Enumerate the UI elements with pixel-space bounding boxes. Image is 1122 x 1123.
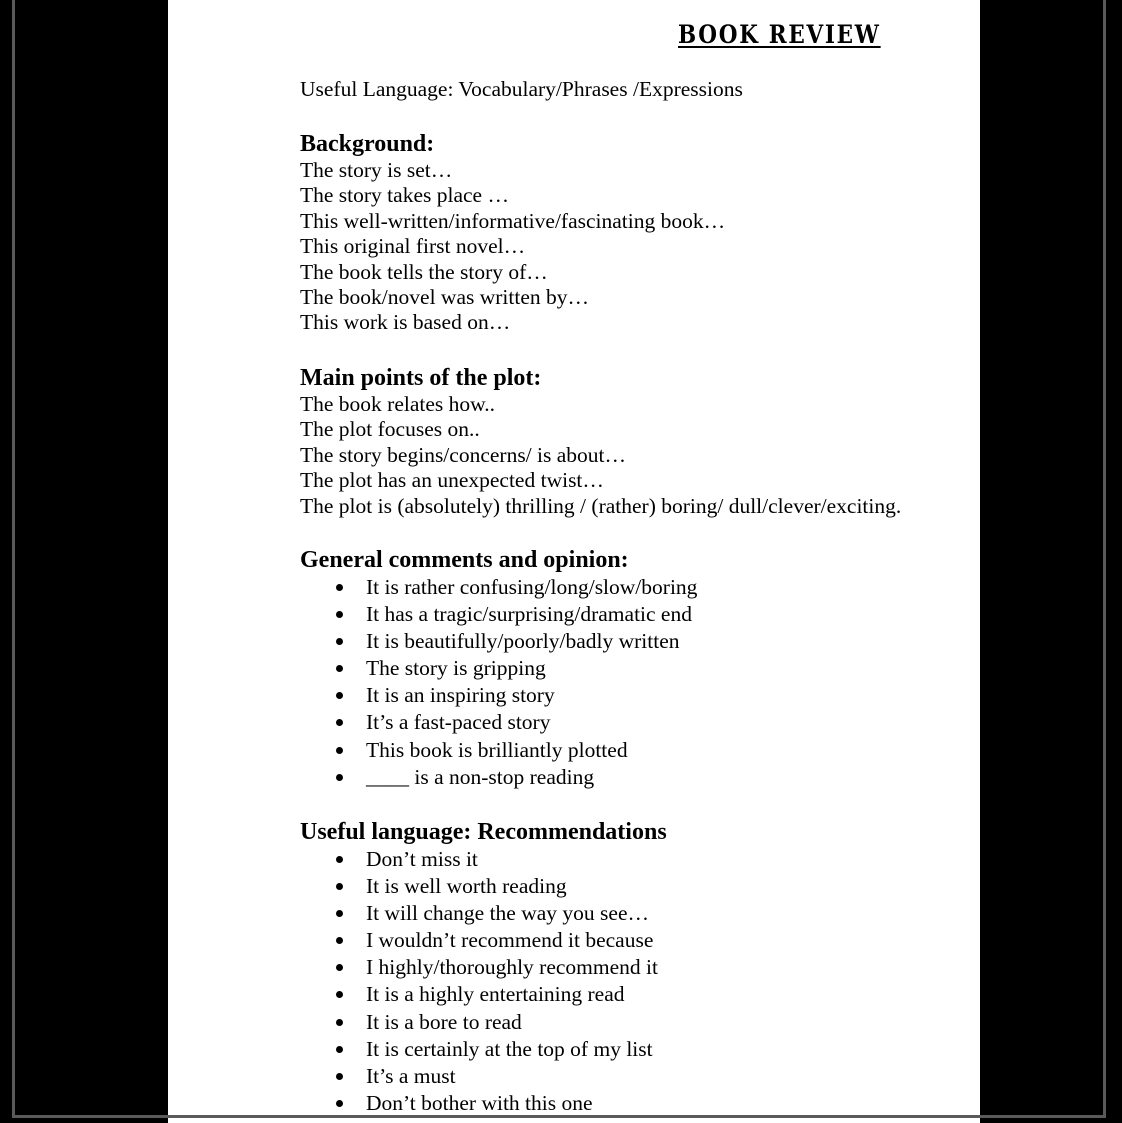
bullet-text: It’s a must	[366, 1063, 456, 1088]
bullet-text: Don’t miss it	[366, 847, 478, 871]
bullet-item	[300, 601, 970, 628]
section-recommendations	[300, 818, 970, 1117]
bullet-text: It is rather confusing/long/slow/boring	[366, 575, 698, 599]
bullet-dot	[336, 856, 343, 863]
phrase-item: The book relates how..	[300, 392, 496, 416]
bullet-item	[300, 1063, 970, 1090]
bullet-text: The story is gripping	[366, 656, 546, 681]
bullet-text: It will change the way you see…	[366, 901, 649, 926]
bullet-item	[300, 682, 970, 709]
bullet-text: It is certainly at the top of my list	[366, 1036, 653, 1061]
bullet-text: It is a highly entertaining read	[366, 982, 625, 1007]
bullet-dot	[336, 964, 343, 971]
bullet-item	[300, 628, 970, 655]
section-heading: General comments and opinion:	[300, 547, 629, 573]
phrase-item: The story begins/concerns/ is about…	[300, 442, 627, 467]
bullet-text: This book is brilliantly plotted	[366, 737, 628, 762]
bullet-text: Don’t bother with this one	[366, 1090, 593, 1115]
bullet-item	[300, 981, 970, 1008]
bullet-text: It is well worth reading	[366, 874, 567, 899]
bullet-text: ____ is a non-stop reading	[366, 764, 595, 789]
bullet-dot	[336, 719, 343, 726]
bullet-dot	[336, 692, 343, 699]
phrase-item: The story is set…	[300, 158, 453, 182]
phrase-item: The story takes place …	[300, 183, 509, 208]
bullet-item	[300, 954, 970, 981]
phrase-list	[300, 392, 970, 519]
bullet-dot	[336, 910, 343, 917]
bullet-dot	[336, 937, 343, 944]
bullet-item	[300, 574, 970, 601]
bullet-text: It is a bore to read	[366, 1009, 522, 1034]
section-general-comments	[300, 546, 970, 791]
phrase-item: This original first novel…	[300, 234, 526, 259]
bullet-dot	[336, 1073, 343, 1080]
phrase-item: This well-written/informative/fascinating book…	[300, 208, 726, 233]
bullet-text: I wouldn’t recommend it because	[366, 928, 654, 953]
bullet-item	[300, 1009, 970, 1036]
bullet-list	[300, 846, 970, 1117]
section-heading: Main points of the plot:	[300, 365, 542, 391]
bullet-item	[300, 873, 970, 900]
phrase-item: The plot has an unexpected twist…	[300, 468, 604, 493]
phrase-item: The book tells the story of…	[300, 259, 548, 284]
section-heading: Useful language: Recommendations	[300, 819, 667, 845]
bullet-text: It is an inspiring story	[366, 683, 555, 708]
bullet-dot	[336, 584, 343, 591]
bullet-item	[300, 927, 970, 954]
bullet-dot	[336, 1046, 343, 1053]
section-background	[300, 130, 970, 336]
bullet-item	[300, 900, 970, 927]
bullet-item	[300, 764, 970, 791]
bullet-text: It has a tragic/surprising/dramatic end	[366, 602, 692, 627]
document-title: BOOK REVIEW	[678, 20, 881, 49]
phrase-item: The plot focuses on..	[300, 417, 480, 442]
phrase-item: The book/novel was written by…	[300, 285, 590, 310]
bullet-dot	[336, 747, 343, 754]
bullet-dot	[336, 1019, 343, 1026]
bullet-text: It is beautifully/poorly/badly written	[366, 629, 680, 654]
bullet-item	[300, 655, 970, 682]
bullet-dot	[336, 665, 343, 672]
document-subtitle: Useful Language: Vocabulary/Phrases /Expressions	[300, 77, 743, 101]
bullet-dot	[336, 638, 343, 645]
bullet-dot	[336, 991, 343, 998]
bullet-item	[300, 1036, 970, 1063]
bullet-dot	[336, 611, 343, 618]
bullet-dot	[336, 883, 343, 890]
bullet-text: I highly/thoroughly recommend it	[366, 955, 658, 980]
bullet-item	[300, 846, 970, 873]
bullet-dot	[336, 774, 343, 781]
bullet-item	[300, 737, 970, 764]
section-plot	[300, 364, 970, 519]
phrase-item: This work is based on…	[300, 310, 511, 335]
bullet-item	[300, 709, 970, 736]
phrase-list	[300, 158, 970, 336]
bullet-list	[300, 574, 970, 791]
phrase-item: The plot is (absolutely) thrilling / (rather) boring/ dull/clever/exciting.	[300, 493, 902, 518]
bullet-item	[300, 1090, 970, 1117]
section-heading: Background:	[300, 131, 435, 157]
bullet-text: It’s a fast-paced story	[366, 710, 551, 735]
document-page	[168, 0, 980, 1123]
bullet-dot	[336, 1100, 343, 1107]
